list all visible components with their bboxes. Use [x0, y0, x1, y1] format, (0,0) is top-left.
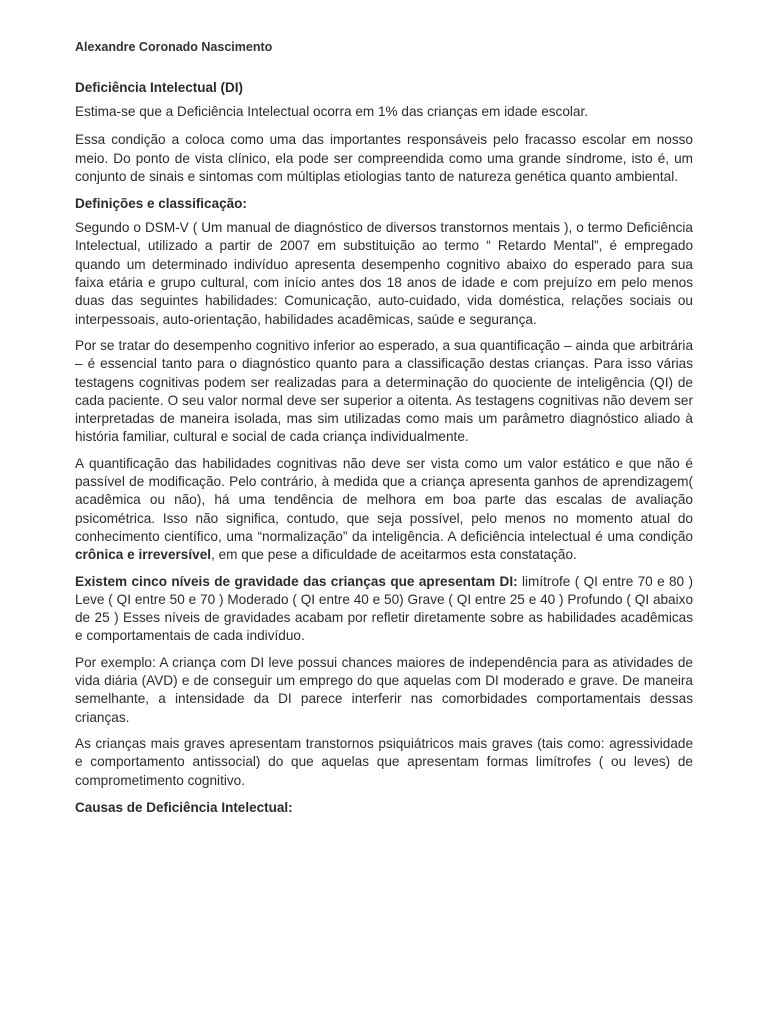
definitions-paragraph-1: Segundo o DSM-V ( Um manual de diagnóstico de diversos transtornos mentais ), o termo Deficiência Intelectual, utilizado a partir de 2007 em substituição ao termo “ Retardo Mental”, é empregado quando um determinado indivíduo apresenta desempenho cognitivo abaixo do esperado para sua faixa etária e grupo cultural, com início antes dos 18 anos de idade e com prejuízo em pelo menos duas das seguintes habilidades: Comunicação, auto-cuidado, vida doméstica, relações sociais ou interpessoais, auto-orientação, habilidades acadêmicas, saúde e segurança. — [75, 220, 693, 327]
definitions-paragraph-3-text-b: , em que pese a dificuldade de aceitarmos esta constatação. — [211, 547, 577, 563]
severity-levels-lead: Existem cinco níveis de gravidade das crianças que apresentam DI: — [75, 573, 518, 589]
definitions-paragraph-2: Por se tratar do desempenho cognitivo inferior ao esperado, a sua quantificação – ainda que arbitrária – é essencial tanto para o diagnóstico quanto para a classificação destas crianças. Para isso várias testagens cognitivas podem ser realizadas para a determinação do quociente de inteligência (QI) de cada paciente. O seu valor normal deve ser superior a oitenta. As testagens cognitivas não devem ser interpretadas de maneira isolada, mas sim utilizadas como mais um parâmetro diagnóstico aliado à história familiar, cultural e social de cada criança individualmente. — [75, 337, 693, 445]
definitions-paragraph-3 — [75, 455, 693, 565]
definitions-paragraph-3-text-a: A quantificação das habilidades cognitivas não deve ser vista como um valor estático e que não é passível de modificação. Pelo contrário, à medida que a criança apresenta ganhos de aprendizagem( acadêmica ou não), há uma tendência de melhora em boa parte das escalas de avaliação psicométrica. Isso não significa, contudo, que seja possível, pelo menos no momento atual do conhecimento científico, uma “normalização” da inteligência. A deficiência intelectual é uma condição — [75, 455, 693, 544]
section-heading-definitions: Definições e classificação: — [75, 196, 247, 212]
document-page — [75, 38, 693, 823]
severity-levels-paragraph — [75, 573, 693, 646]
example-paragraph: Por exemplo: A criança com DI leve possui chances maiores de independência para as atividades de vida diária (AVD) e de conseguir um emprego do que aquelas com DI moderado e grave. De maneira semelhante, a intensidade da DI parece interferir nas comorbidades comportamentais dessas crianças. — [75, 654, 693, 725]
author-name: Alexandre Coronado Nascimento — [75, 40, 273, 54]
severity-levels-text: limítrofe ( QI entre 70 e 80 ) Leve ( QI entre 50 e 70 ) Moderado ( QI entre 40 e 50) Grave ( QI entre 25 e 40 ) Profundo ( QI abaixo de 25 ) Esses níveis de gravidades acabam por refletir diretamente sobre as habilidades acadêmicas e comportamentais de cada indivíduo. — [75, 573, 693, 644]
definitions-paragraph-3-emphasis: crônica e irreversível — [75, 547, 212, 563]
document-title: Deficiência Intelectual (DI) — [75, 80, 244, 95]
section-heading-causes: Causas de Deficiência Intelectual: — [75, 799, 293, 815]
intro-paragraph-1: Estima-se que a Deficiência Intelectual ocorra em 1% das crianças em idade escolar. — [75, 104, 589, 119]
severe-cases-paragraph: As crianças mais graves apresentam transtornos psiquiátricos mais graves (tais como: agressividade e comportamento antissocial) do que aquelas que apresentam formas limítrofes ( ou leves) de comprometimento cognitivo. — [75, 735, 693, 788]
intro-paragraph-2: Essa condição a coloca como uma das importantes responsáveis pelo fracasso escolar em nosso meio. Do ponto de vista clínico, ela pode ser compreendida como uma grande síndrome, isto é, um conjunto de sinais e sintomas com múltiplas etiologias tanto de natureza genética quanto ambiental. — [75, 132, 693, 184]
